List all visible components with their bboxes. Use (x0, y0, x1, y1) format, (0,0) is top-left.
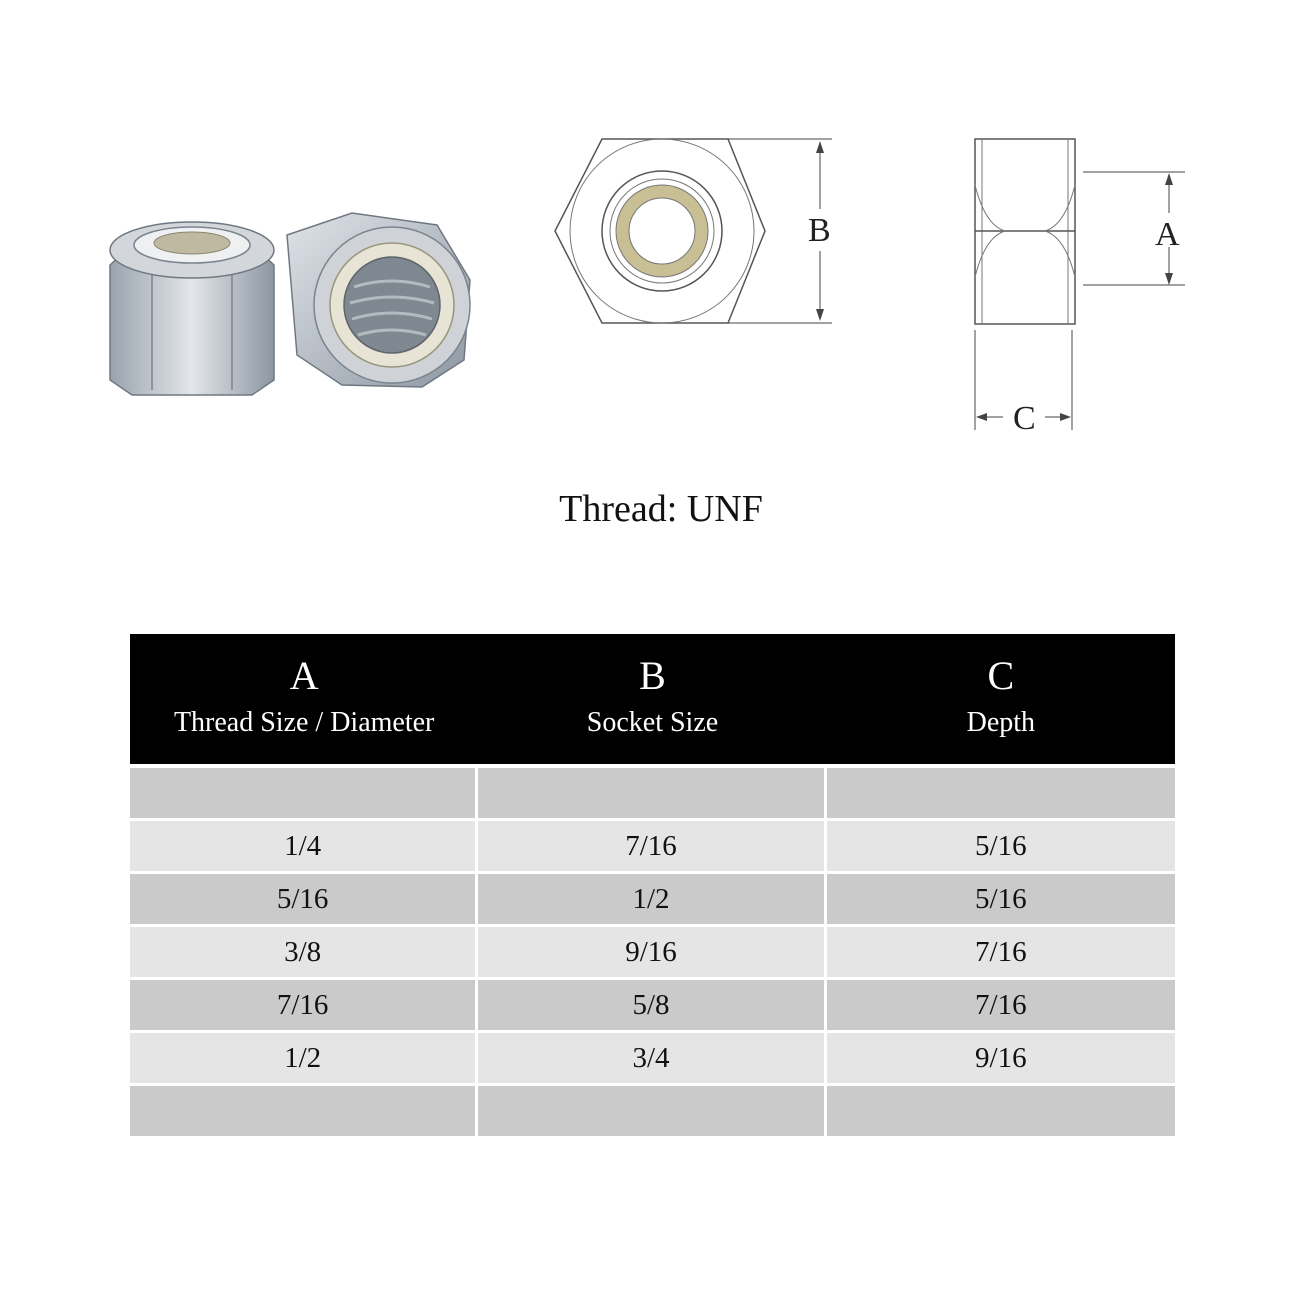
table-cell (478, 768, 826, 821)
header-label: Depth (966, 707, 1036, 738)
table-cell (478, 1086, 826, 1139)
header-label: Socket Size (586, 707, 719, 738)
header-socket-size (478, 634, 826, 768)
table-row (130, 1086, 1175, 1139)
table-cell (130, 1086, 478, 1139)
table-cell: 7/16 (827, 980, 1175, 1033)
table-cell: 9/16 (827, 1033, 1175, 1086)
hex-side-view-diagram (955, 125, 1195, 440)
thread-type-caption: Thread: UNF (559, 488, 763, 530)
table-cell: 5/16 (130, 874, 478, 927)
table-cell: 5/16 (827, 874, 1175, 927)
table-cell: 3/8 (130, 927, 478, 980)
table-header-row (130, 634, 1175, 768)
header-thread-size (130, 634, 478, 768)
table-cell: 7/16 (130, 980, 478, 1033)
lock-nut-photo (92, 195, 492, 415)
table-cell: 5/8 (478, 980, 826, 1033)
table-row (130, 874, 1175, 927)
dimension-spec-table (130, 634, 1175, 1139)
header-letter: A (289, 653, 319, 698)
header-depth (827, 634, 1175, 768)
table-cell: 9/16 (478, 927, 826, 980)
table-row (130, 980, 1175, 1033)
table-cell: 5/16 (827, 821, 1175, 874)
table-cell: 7/16 (827, 927, 1175, 980)
hex-front-view-diagram (540, 125, 860, 340)
dimension-a-label: A (1155, 216, 1180, 253)
table-cell: 1/2 (130, 1033, 478, 1086)
table-cell: 3/4 (478, 1033, 826, 1086)
header-label: Thread Size / Diameter (173, 707, 435, 738)
table-cell: 1/4 (130, 821, 478, 874)
dimension-b-label: B (808, 212, 831, 249)
table-cell (130, 768, 478, 821)
table-row (130, 768, 1175, 821)
table-row (130, 1033, 1175, 1086)
table-cell (827, 768, 1175, 821)
table-cell (827, 1086, 1175, 1139)
dimension-c-label: C (1013, 400, 1036, 437)
header-letter: B (639, 653, 666, 698)
table-cell: 1/2 (478, 874, 826, 927)
table-row (130, 927, 1175, 980)
table-cell: 7/16 (478, 821, 826, 874)
header-letter: C (987, 653, 1015, 698)
table-row (130, 821, 1175, 874)
